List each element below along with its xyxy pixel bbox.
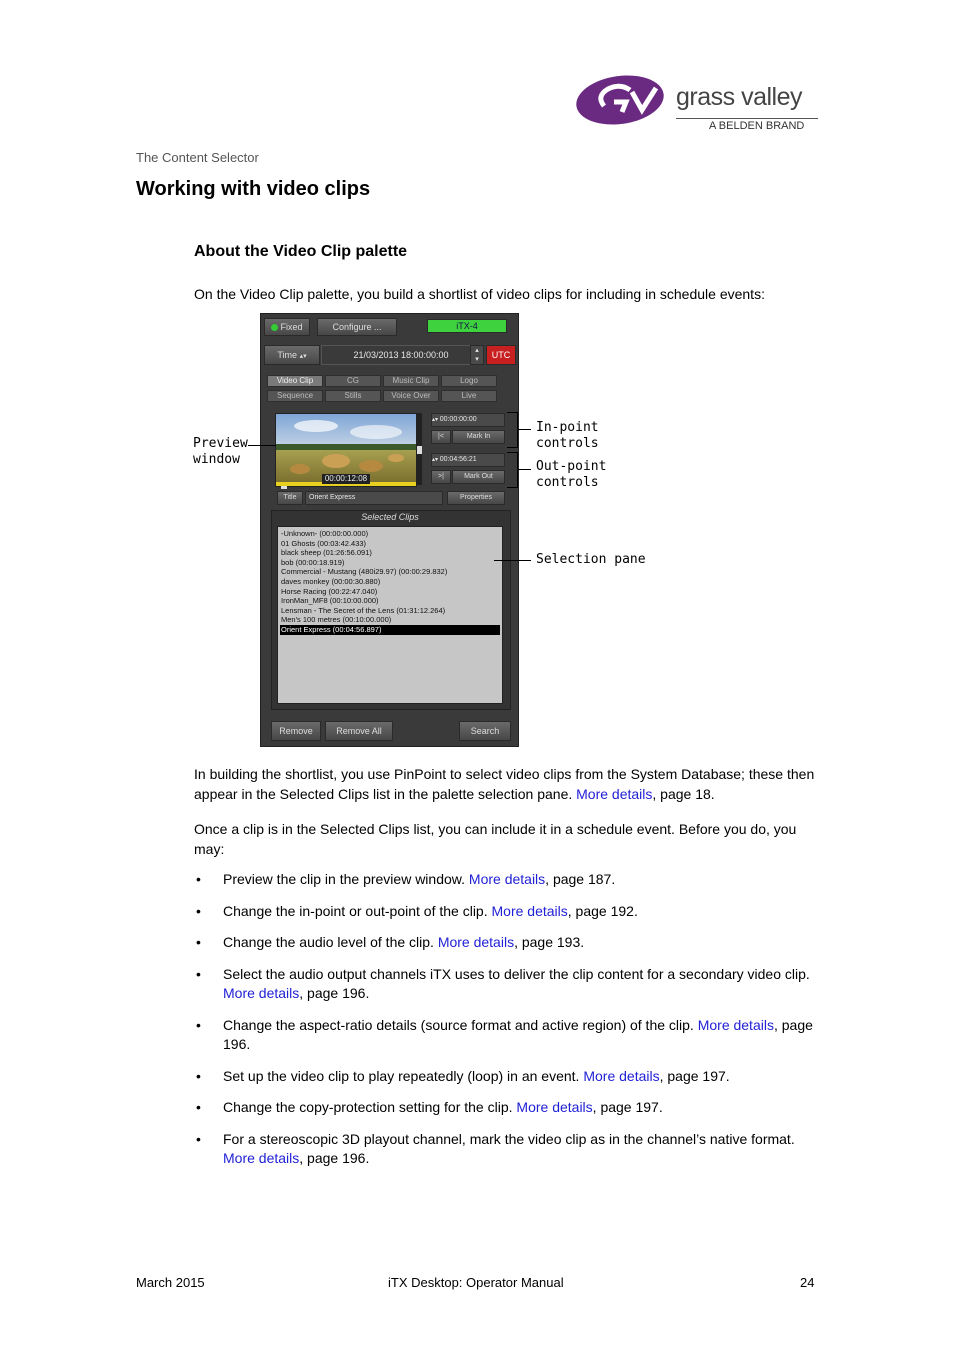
list-item: [194, 1067, 819, 1087]
callout-line-out: [517, 469, 531, 470]
intro-paragraph: On the Video Clip palette, you build a shortlist of video clips for including in schedule events:: [194, 286, 765, 302]
spin-arrows-icon: ▴▾: [299, 353, 307, 360]
video-clip-palette-screenshot: [260, 313, 519, 747]
callout-in-point: In-point controls: [536, 420, 599, 451]
page-title: Working with video clips: [136, 178, 371, 200]
remove-all-button[interactable]: Remove All: [325, 721, 393, 741]
more-details-link[interactable]: More details: [468, 871, 546, 887]
logo-wordmark: grass valley: [676, 83, 802, 111]
selected-clips-heading: Selected Clips: [361, 512, 419, 522]
mark-in-button[interactable]: Mark In: [452, 430, 505, 444]
list-item-text: For a stereoscopic 3D playout channel, mark the video clip as in the channel’s native format.: [223, 1130, 795, 1147]
tab-logo[interactable]: Logo: [441, 375, 497, 387]
list-item-text: Change the copy-protection setting for the clip.: [223, 1099, 517, 1115]
tab-voice-over[interactable]: Voice Over: [383, 390, 439, 402]
list-item-text: Change the aspect-ratio details (source format and active region) of the clip.: [223, 1016, 698, 1033]
channel-indicator: iTX-4: [427, 319, 507, 333]
go-to-in-button[interactable]: |<: [431, 430, 451, 444]
more-details-link[interactable]: More details: [437, 934, 515, 950]
footer-page-number: 24: [800, 1275, 815, 1290]
tab-stills[interactable]: Stills: [325, 390, 381, 402]
clip-list-item[interactable]: 01 Ghosts (00:03:42.433): [281, 538, 367, 548]
clip-list-item[interactable]: Orient Express (00:04:56.897): [280, 625, 500, 635]
more-details-link[interactable]: More details: [697, 1016, 774, 1033]
configure-button[interactable]: Configure ...: [317, 318, 397, 336]
clip-list-item[interactable]: -Unknown- (00:00:00.000): [281, 529, 369, 538]
shortlist-paragraph: In building the shortlist, you use PinPoint to select video clips from the System Database; these then appear in the Selected Clips list in the palette selection pane. More details, page 18.: [194, 766, 815, 802]
go-to-out-button[interactable]: >|: [431, 470, 451, 484]
list-item: [194, 1098, 819, 1118]
bullet-icon: •: [196, 965, 201, 982]
logo-divider: [676, 118, 818, 119]
bullet-icon: •: [196, 934, 201, 950]
footer-doc-title: iTX Desktop: Operator Manual: [388, 1275, 564, 1290]
callout-out-point: Out-point controls: [536, 459, 607, 490]
list-item: [194, 870, 819, 890]
callout-bracket-in: [507, 412, 518, 448]
selected-clips-list[interactable]: [277, 526, 503, 704]
options-list: [194, 870, 819, 1181]
page-reference: , page 192.: [567, 902, 638, 919]
list-item: [194, 965, 819, 1004]
bullet-icon: •: [196, 1130, 201, 1147]
clip-list-item[interactable]: Commercial - Mustang (480i29.97) (00:00:29.832): [281, 567, 448, 577]
more-details-link[interactable]: More details: [576, 785, 653, 802]
clip-list-item[interactable]: Men's 100 metres (00:10:00.000): [281, 615, 392, 625]
list-item-text: Change the audio level of the clip.: [223, 934, 438, 950]
datetime-field[interactable]: 21/03/2013 18:00:00:00: [321, 345, 481, 365]
list-item: [194, 902, 819, 922]
in-point-timecode-field[interactable]: ▴▾ 00:00:00:00: [431, 413, 505, 427]
spin-arrows-icon: ▴▾: [432, 417, 440, 423]
time-button[interactable]: Time ▴▾: [264, 345, 320, 365]
more-details-link[interactable]: More details: [491, 902, 568, 919]
callout-preview-window: Preview window: [193, 436, 248, 467]
callout-line-selection: [494, 560, 531, 561]
tab-sequence[interactable]: Sequence: [267, 390, 323, 402]
tab-cg[interactable]: CG: [325, 375, 381, 387]
bullet-icon: •: [196, 1099, 201, 1115]
properties-button[interactable]: Properties: [447, 491, 505, 505]
clip-list-item[interactable]: black sheep (01:26:56.091): [281, 548, 372, 558]
remove-button[interactable]: Remove: [271, 721, 321, 741]
page-reference: , page 196.: [299, 1150, 370, 1166]
clip-list-item[interactable]: Lensman - The Secret of the Lens (01:31:12.264): [281, 605, 446, 615]
callout-line-in: [517, 429, 531, 430]
list-item-text: Set up the video clip to play repeatedly (loop) in an event.: [223, 1067, 584, 1084]
scrub-handle[interactable]: [281, 486, 287, 489]
bullet-icon: •: [196, 902, 201, 919]
more-details-link[interactable]: More details: [583, 1067, 660, 1084]
list-item: [194, 1130, 819, 1169]
more-details-link[interactable]: More details: [516, 1099, 593, 1115]
tab-live[interactable]: Live: [441, 390, 497, 402]
datetime-spin-icon[interactable]: ▴ ▾: [470, 345, 484, 365]
tab-music-clip[interactable]: Music Clip: [383, 375, 439, 387]
list-item-text: Preview the clip in the preview window.: [223, 871, 469, 887]
list-item: [194, 1016, 819, 1055]
list-item-text: Select the audio output channels iTX uses to deliver the clip content for a secondary video clip.: [223, 965, 810, 982]
preview-timecode: 00:00:12:08: [322, 474, 370, 484]
list-item: [194, 933, 819, 953]
section-header: The Content Selector: [136, 150, 259, 165]
bullet-icon: •: [196, 871, 201, 887]
callout-bracket-out: [507, 452, 518, 488]
out-point-timecode-field[interactable]: ▴▾ 00:04:56:21: [431, 453, 505, 467]
callout-selection-pane: Selection pane: [536, 552, 646, 567]
page-reference: , page 196.: [299, 985, 370, 1001]
status-led-icon: [271, 324, 278, 331]
bullet-icon: •: [196, 1067, 201, 1084]
before-you-do-paragraph: Once a clip is in the Selected Clips list, you can include it in a schedule event. Before you do, you may:: [194, 821, 797, 857]
page-reference: , page 187.: [545, 871, 616, 887]
more-details-link[interactable]: More details: [223, 985, 300, 1001]
list-item-text: Change the in-point or out-point of the clip.: [223, 902, 492, 919]
title-field[interactable]: Orient Express: [305, 491, 443, 505]
audio-meter: [417, 413, 422, 485]
page-reference: , page 197.: [592, 1099, 663, 1115]
callout-line-preview: [248, 445, 276, 446]
more-details-link[interactable]: More details: [223, 1150, 300, 1166]
title-button[interactable]: Title: [277, 491, 303, 505]
clip-list-item[interactable]: IronMan_MF8 (00:10:00.000): [281, 596, 379, 606]
clip-list-item[interactable]: daves monkey (00:00:30.880): [281, 576, 381, 586]
logo-tagline: A BELDEN BRAND: [709, 120, 805, 132]
mark-out-button[interactable]: Mark Out: [452, 470, 505, 484]
clip-list-item[interactable]: bob (00:00:18.919): [281, 557, 345, 567]
clip-list-item[interactable]: Horse Racing (00:22:47.040): [281, 586, 378, 596]
page-reference: , page 193.: [514, 934, 585, 950]
search-button[interactable]: Search: [459, 721, 511, 741]
utc-button[interactable]: UTC: [486, 345, 516, 365]
page-reference: , page 197.: [659, 1067, 730, 1084]
spin-arrows-icon: ▴▾: [432, 457, 440, 463]
bullet-icon: •: [196, 1016, 201, 1033]
preview-window: [275, 413, 417, 487]
footer-date: March 2015: [136, 1275, 205, 1290]
section-subtitle: About the Video Clip palette: [194, 243, 408, 260]
fixed-button[interactable]: Fixed: [264, 318, 310, 336]
tab-video-clip[interactable]: Video Clip: [267, 375, 323, 387]
page-reference: , page 196.: [223, 1016, 813, 1052]
